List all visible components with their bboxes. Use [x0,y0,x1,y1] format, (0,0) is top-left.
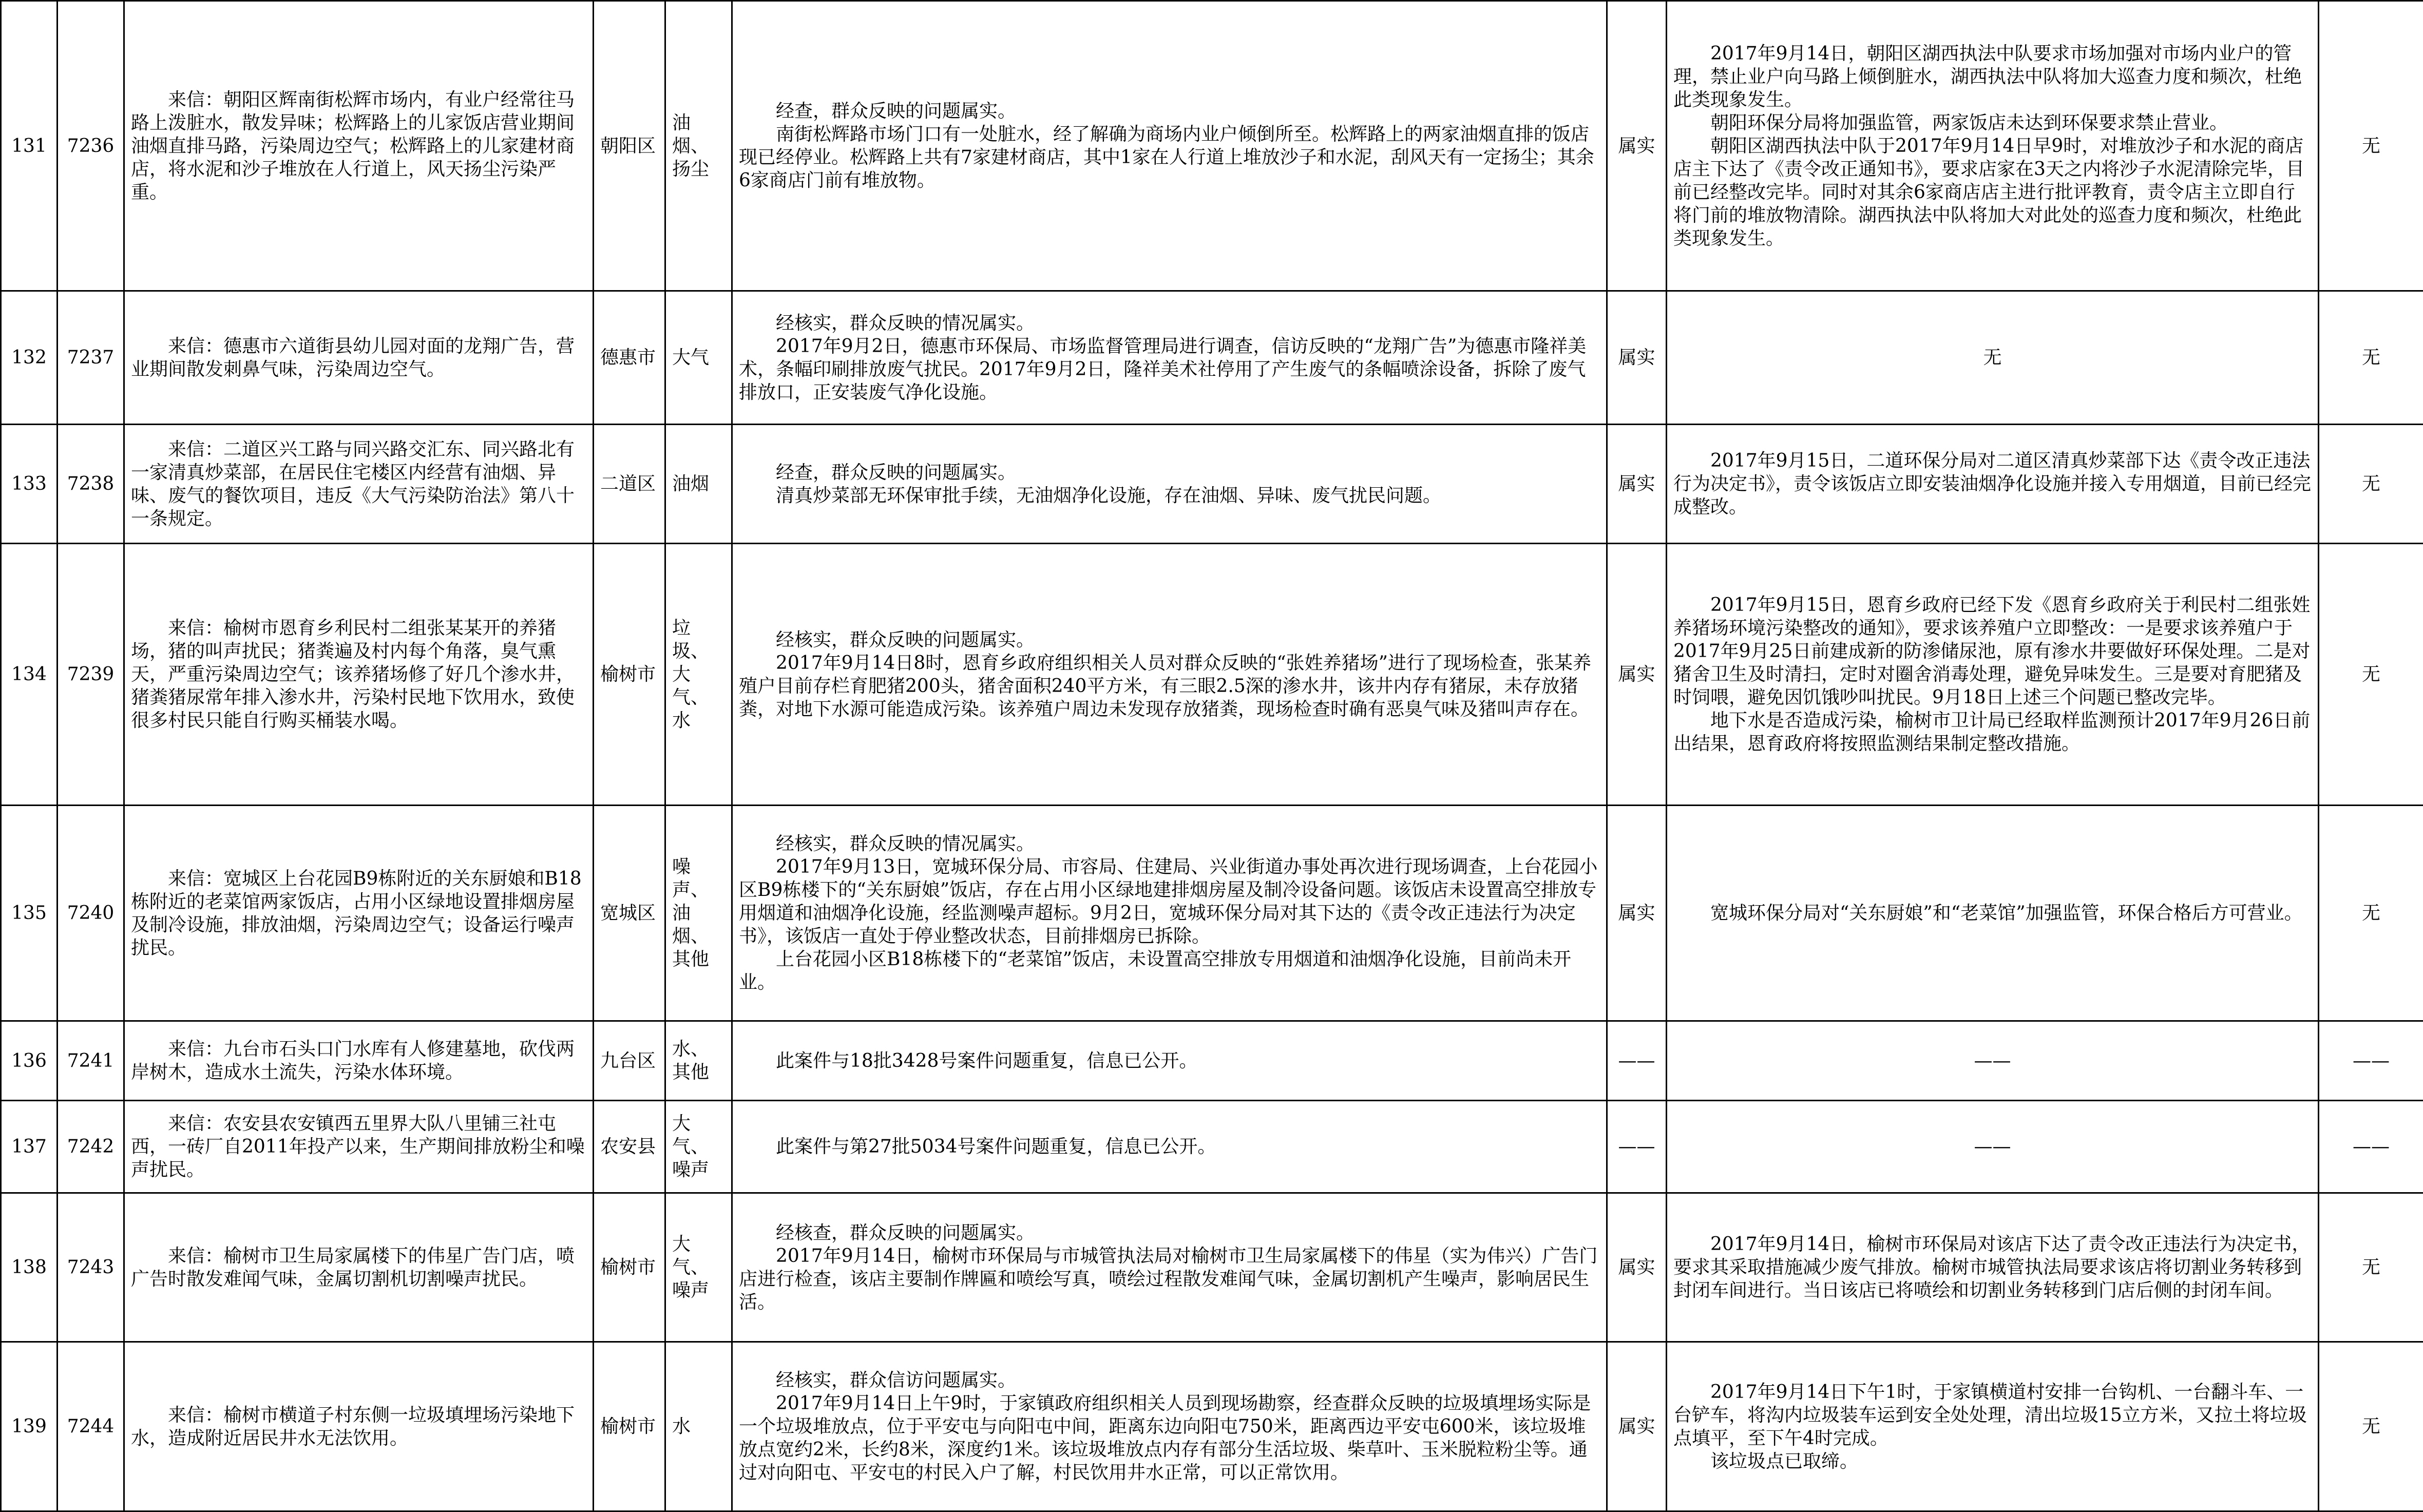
handling-cell: —— [1667,1101,2319,1193]
pollution-type-cell: 垃圾、大气、水 [665,544,732,806]
accountability-cell: 无 [2319,1342,2423,1511]
complaint-text: 来信：德惠市六道街县幼儿园对面的龙翔广告，营业期间散发刺鼻气味，污染周边空气。 [131,335,586,381]
handling-line: 2017年9月14日，榆树市环保局对该店下达了责令改正违法行为决定书，要求其采取措施减少废气排放。榆树市城管执法局要求该店将切割业务转移到封闭车间进行。当日该店已将喷绘和切割业务转移到门店后侧的封闭车间。 [1673,1233,2312,1302]
accountability-cell: 无 [2319,1193,2423,1342]
verification-line: 经查，群众反映的问题属实。 [739,461,1600,484]
table-row [1,1342,2423,1511]
complaint-text: 来信：九台市石头口门水库有人修建墓地，砍伐两岸树木，造成水土流失，污染水体环境。 [131,1038,586,1084]
verification-line: 此案件与第27批5034号案件问题重复，信息已公开。 [739,1135,1600,1158]
finding-cell: 属实 [1607,1,1667,291]
handling-cell: —— [1667,1021,2319,1101]
verification-line: 经查，群众反映的问题属实。 [739,100,1600,123]
complaint-text: 来信：榆树市恩育乡利民村二组张某某开的养猪场，猪的叫声扰民；猪粪遍及村内每个角落，臭气熏天，严重污染周边空气；该养猪场修了好几个渗水井，猪粪猪尿常年排入渗水井，污染村民地下饮用水，致使很多村民只能自行购买桶装水喝。 [131,617,586,732]
seq-cell: 133 [1,425,58,544]
verification-cell [732,291,1607,425]
verification-cell [732,425,1607,544]
district-cell: 朝阳区 [594,1,665,291]
case-number-cell: 7242 [58,1101,124,1193]
table-row [1,806,2423,1021]
seq-cell: 137 [1,1101,58,1193]
pollution-type-cell: 水 [665,1342,732,1511]
verification-line: 清真炒菜部无环保审批手续，无油烟净化设施，存在油烟、异味、废气扰民问题。 [739,484,1600,507]
verification-line: 2017年9月14日8时，恩育乡政府组织相关人员对群众反映的“张姓养猪场”进行了现场检查，张某养殖户目前存栏育肥猪200头，猪舍面积240平方米，有三眼2.5深的渗水井，该井内存有猪尿，未存放猪粪，对地下水源可能造成污染。该养殖户周边未发现存放猪粪，现场检查时确有恶臭气味及猪叫声存在。 [739,652,1600,721]
verification-cell [732,544,1607,806]
finding-cell: 属实 [1607,806,1667,1021]
verification-cell [732,1021,1607,1101]
case-number-cell: 7238 [58,425,124,544]
complaint-cell [124,544,594,806]
verification-line: 经核实，群众反映的问题属实。 [739,628,1600,652]
complaint-cell [124,291,594,425]
case-number-cell: 7243 [58,1193,124,1342]
accountability-cell: 无 [2319,425,2423,544]
finding-cell: 属实 [1607,425,1667,544]
accountability-cell: —— [2319,1021,2423,1101]
finding-cell: —— [1607,1101,1667,1193]
verification-cell [732,1,1607,291]
verification-cell [732,1101,1607,1193]
verification-cell [732,1342,1607,1511]
handling-cell: 无 [1667,291,2319,425]
complaint-text: 来信：朝阳区辉南街松辉市场内，有业户经常往马路上泼脏水，散发异味；松辉路上的儿家饭店营业期间油烟直排马路，污染周边空气；松辉路上的儿家建材商店，将水泥和沙子堆放在人行道上，风天扬尘污染严重。 [131,88,586,204]
handling-line: 宽城环保分局对“关东厨娘”和“老菜馆”加强监管，环保合格后方可营业。 [1673,902,2312,925]
handling-line: 2017年9月14日下午1时，于家镇横道村安排一台钩机、一台翻斗车、一台铲车，将沟内垃圾装车运到安全处处理，清出垃圾15立方米，又拉土将垃圾点填平，至下午4时完成。 [1673,1381,2312,1450]
complaint-text: 来信：榆树市卫生局家属楼下的伟星广告门店，喷广告时散发难闻气味，金属切割机切割噪声扰民。 [131,1245,586,1291]
verification-line: 南街松辉路市场门口有一处脏水，经了解确为商场内业户倾倒所至。松辉路上的两家油烟直排的饭店现已经停业。松辉路上共有7家建材商店，其中1家在人行道上堆放沙子和水泥，刮风天有一定扬尘；其余6家商店门前有堆放物。 [739,123,1600,192]
handling-line: 地下水是否造成污染，榆树市卫计局已经取样监测预计2017年9月26日前出结果，恩育政府将按照监测结果制定整改措施。 [1673,709,2312,755]
district-cell: 德惠市 [594,291,665,425]
seq-cell: 138 [1,1193,58,1342]
complaint-cell [124,1101,594,1193]
table-row [1,425,2423,544]
handling-cell [1667,1193,2319,1342]
accountability-cell: 无 [2319,544,2423,806]
handling-cell [1667,806,2319,1021]
handling-line: 2017年9月15日，二道环保分局对二道区清真炒菜部下达《责令改正违法行为决定书》，责令该饭店立即安装油烟净化设施并接入专用烟道，目前已经完成整改。 [1673,449,2312,519]
pollution-type-cell: 大气 [665,291,732,425]
complaint-cell [124,1021,594,1101]
handling-cell [1667,425,2319,544]
verification-line: 2017年9月13日，宽城环保分局、市容局、住建局、兴业街道办事处再次进行现场调查，上台花园小区B9栋楼下的“关东厨娘”饭店，存在占用小区绿地建排烟房屋及制冷设备问题。该饭店未设置高空排放专用烟道和油烟净化设施，经监测噪声超标。9月2日，宽城环保分局对其下达的《责令改正违法行为决定书》，该饭店一直处于停业整改状态，目前排烟房已拆除。 [739,855,1600,948]
district-cell: 九台区 [594,1021,665,1101]
verification-line: 此案件与18批3428号案件问题重复，信息已公开。 [739,1049,1600,1073]
pollution-type-cell: 油烟、扬尘 [665,1,732,291]
handling-line: 朝阳环保分局将加强监管，两家饭店未达到环保要求禁止营业。 [1673,111,2312,135]
verification-line: 上台花园小区B18栋楼下的“老菜馆”饭店，未设置高空排放专用烟道和油烟净化设施，目前尚未开业。 [739,948,1600,994]
table-row [1,1101,2423,1193]
verification-cell [732,806,1607,1021]
handling-line: 朝阳区湖西执法中队于2017年9月14日早9时，对堆放沙子和水泥的商店店主下达了《责令改正通知书》，要求店家在3天之内将沙子水泥清除完毕，目前已经整改完毕。同时对其余6家商店店主进行批评教育，责令店主立即自行将门前的堆放物清除。湖西执法中队将加大对此处的巡查力度和频次，杜绝此类现象发生。 [1673,135,2312,250]
complaint-cell [124,1193,594,1342]
complaint-text: 来信：农安县农安镇西五里界大队八里铺三社屯西，一砖厂自2011年投产以来，生产期间排放粉尘和噪声扰民。 [131,1112,586,1181]
verification-line: 经核实，群众反映的情况属实。 [739,312,1600,335]
table-row [1,544,2423,806]
case-number-cell: 7236 [58,1,124,291]
complaint-cell [124,1342,594,1511]
pollution-type-cell: 噪声、油烟、其他 [665,806,732,1021]
table-row [1,291,2423,425]
accountability-cell: —— [2319,1101,2423,1193]
verification-line: 2017年9月14日上午9时，于家镇政府组织相关人员到现场勘察，经查群众反映的垃圾填埋场实际是一个垃圾堆放点，位于平安屯与向阳屯中间，距离东边向阳屯750米，距离西边平安屯600米，该垃圾堆放点宽约2米，长约8米，深度约1米。该垃圾堆放点内存有部分生活垃圾、柴草叶、玉米脱粒粉尘等。通过对向阳屯、平安屯的村民入户了解，村民饮用井水正常，可以正常饮用。 [739,1392,1600,1484]
verification-line: 经核实，群众反映的情况属实。 [739,832,1600,855]
district-cell: 榆树市 [594,544,665,806]
pollution-type-cell: 大气、噪声 [665,1101,732,1193]
seq-cell: 135 [1,806,58,1021]
case-number-cell: 7239 [58,544,124,806]
verification-line: 经核实，群众信访问题属实。 [739,1369,1600,1392]
verification-line: 经核查，群众反映的问题属实。 [739,1221,1600,1245]
case-number-cell: 7237 [58,291,124,425]
handling-cell [1667,1,2319,291]
district-cell: 农安县 [594,1101,665,1193]
district-cell: 宽城区 [594,806,665,1021]
district-cell: 二道区 [594,425,665,544]
complaint-text: 来信：榆树市横道子村东侧一垃圾填埋场污染地下水，造成附近居民井水无法饮用。 [131,1404,586,1450]
case-number-cell: 7240 [58,806,124,1021]
verification-line: 2017年9月14日，榆树市环保局与市城管执法局对榆树市卫生局家属楼下的伟星（实为伟兴）广告门店进行检查，该店主要制作牌匾和喷绘写真，喷绘过程散发难闻气味，金属切割机产生噪声，影响居民生活。 [739,1245,1600,1314]
table-row [1,1193,2423,1342]
handling-line: 2017年9月14日，朝阳区湖西执法中队要求市场加强对市场内业户的管理，禁止业户向马路上倾倒脏水，湖西执法中队将加大巡查力度和频次，杜绝此类现象发生。 [1673,42,2312,111]
handling-cell [1667,1342,2319,1511]
finding-cell: —— [1607,1021,1667,1101]
accountability-cell: 无 [2319,291,2423,425]
complaint-cell [124,1,594,291]
complaint-cell [124,806,594,1021]
verification-cell [732,1193,1607,1342]
complaint-text: 来信：宽城区上台花园B9栋附近的关东厨娘和B18栋附近的老菜馆两家饭店，占用小区绿地设置排烟房屋及制冷设施，排放油烟，污染周边空气；设备运行噪声扰民。 [131,867,586,960]
pollution-type-cell: 大气、噪声 [665,1193,732,1342]
accountability-cell: 无 [2319,1,2423,291]
seq-cell: 139 [1,1342,58,1511]
pollution-type-cell: 水、其他 [665,1021,732,1101]
table-row [1,1021,2423,1101]
district-cell: 榆树市 [594,1193,665,1342]
table-row [1,1,2423,291]
handling-line: 该垃圾点已取缔。 [1673,1450,2312,1473]
verification-line: 2017年9月2日，德惠市环保局、市场监督管理局进行调查，信访反映的“龙翔广告”为德惠市隆祥美术，条幅印刷排放废气扰民。2017年9月2日，隆祥美术社停用了产生废气的条幅喷涂设备，拆除了废气排放口，正安装废气净化设施。 [739,335,1600,404]
seq-cell: 134 [1,544,58,806]
accountability-cell: 无 [2319,806,2423,1021]
handling-line: 2017年9月15日，恩育乡政府已经下发《恩育乡政府关于利民村二组张姓养猪场环境污染整改的通知》，要求该养殖户立即整改：一是要求该养殖户于2017年9月25日前建成新的防渗储尿池，原有渗水井要做好环保处理。二是对猪舍卫生及时清扫，定时对圈舍消毒处理，避免异味发生。三是要对育肥猪及时饲喂，避免因饥饿吵叫扰民。9月18日上述三个问题已整改完毕。 [1673,594,2312,709]
finding-cell: 属实 [1607,291,1667,425]
seq-cell: 131 [1,1,58,291]
seq-cell: 132 [1,291,58,425]
case-number-cell: 7241 [58,1021,124,1101]
finding-cell: 属实 [1607,1342,1667,1511]
finding-cell: 属实 [1607,544,1667,806]
seq-cell: 136 [1,1021,58,1101]
finding-cell: 属实 [1607,1193,1667,1342]
case-number-cell: 7244 [58,1342,124,1511]
district-cell: 榆树市 [594,1342,665,1511]
complaint-text: 来信：二道区兴工路与同兴路交汇东、同兴路北有一家清真炒菜部，在居民住宅楼区内经营有油烟、异味、废气的餐饮项目，违反《大气污染防治法》第八十一条规定。 [131,438,586,530]
handling-cell [1667,544,2319,806]
pollution-type-cell: 油烟 [665,425,732,544]
complaint-cell [124,425,594,544]
